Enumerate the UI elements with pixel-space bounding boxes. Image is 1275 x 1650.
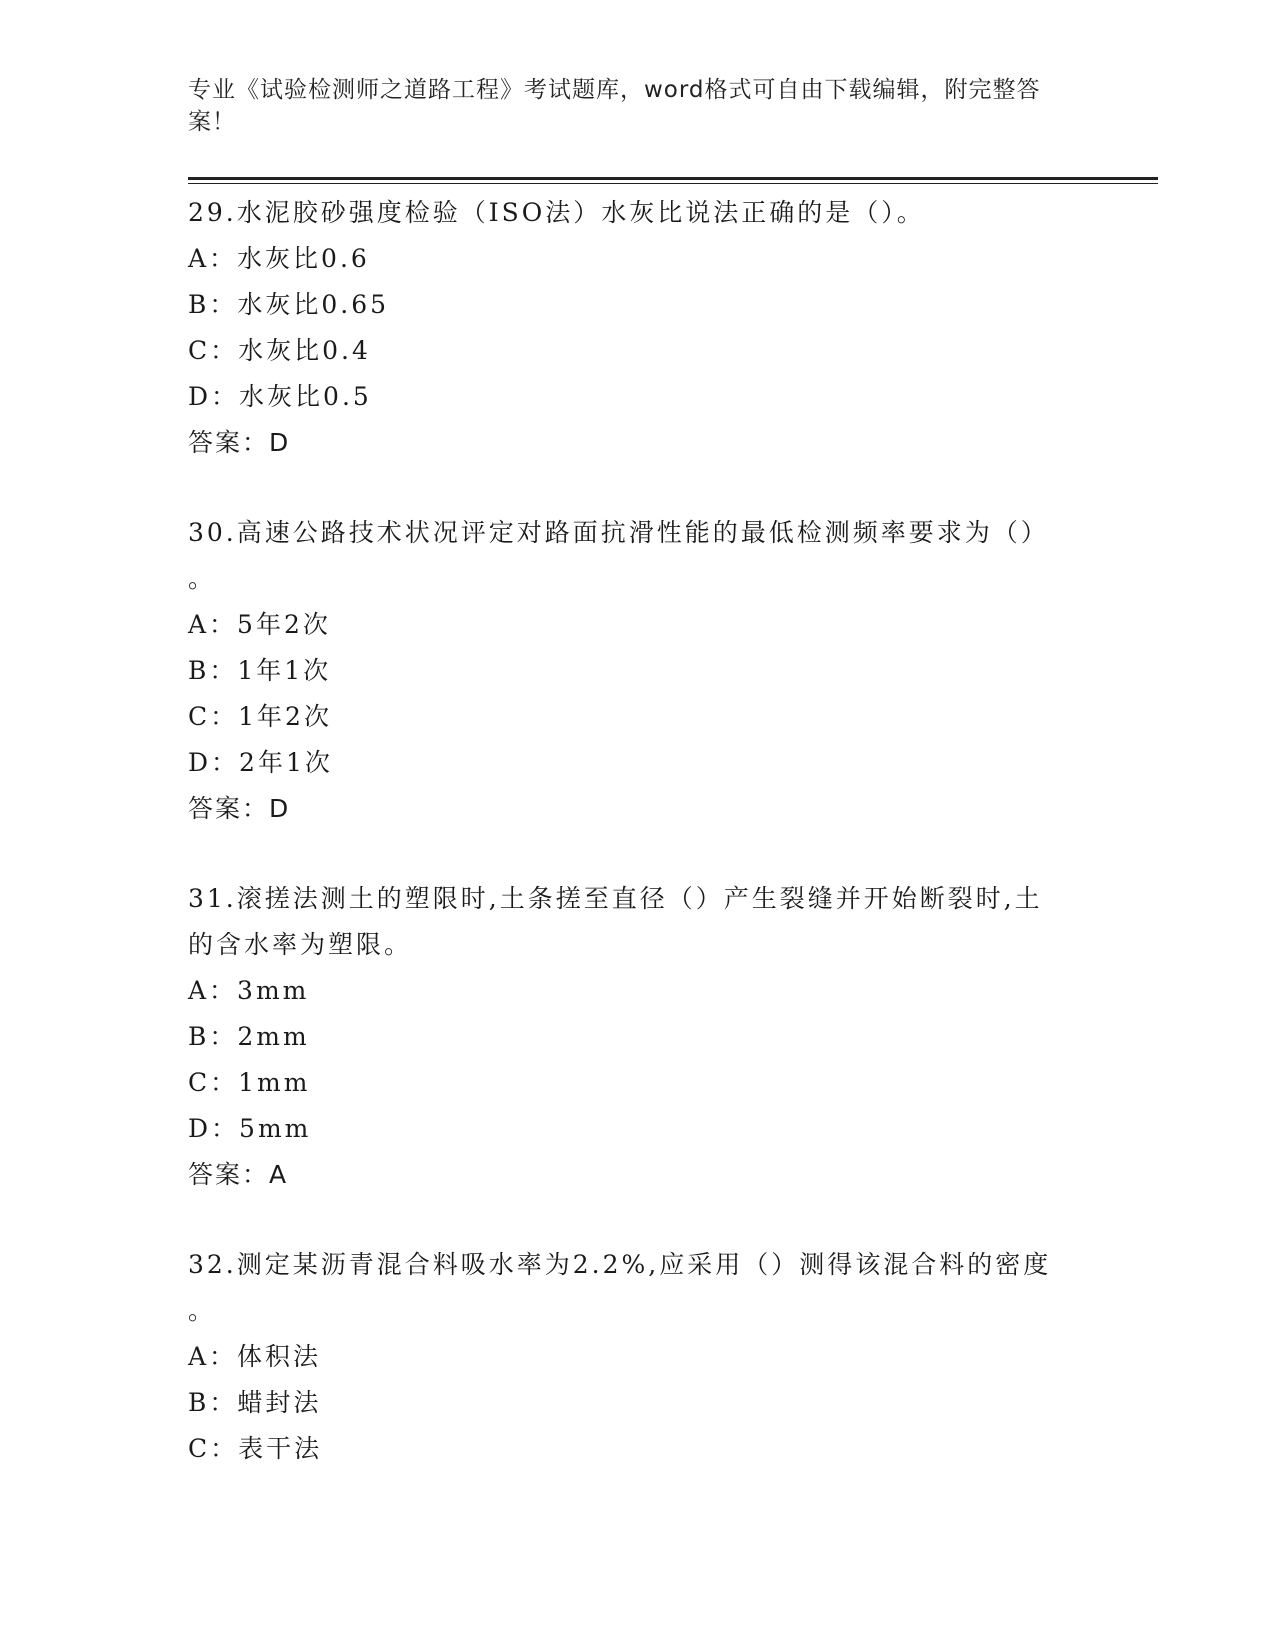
question-stem: 30.高速公路技术状况评定对路面抗滑性能的最低检测频率要求为（） <box>188 518 1049 547</box>
question-stem: 29.水泥胶砂强度检验（ISO法）水灰比说法正确的是（）。 <box>188 198 925 227</box>
header-divider-thin <box>188 183 1158 184</box>
question-stem: 32.测定某沥青混合料吸水率为2.2%,应采用（）测得该混合料的密度 <box>188 1250 1052 1279</box>
option-b: B：蜡封法 <box>188 1388 322 1417</box>
question-list <box>188 190 1088 1516</box>
header-line-1: 专业《试验检测师之道路工程》考试题库，word格式可自由下载编辑，附完整答 <box>188 77 1041 103</box>
option-c: C：表干法 <box>188 1434 323 1463</box>
answer-line: 答案：D <box>188 428 291 457</box>
option-a: A：3mm <box>188 976 310 1005</box>
option-b: B：水灰比0.65 <box>188 290 390 319</box>
option-a: A：水灰比0.6 <box>188 244 370 273</box>
option-c: C：1年2次 <box>188 702 332 731</box>
option-c: C：水灰比0.4 <box>188 336 371 365</box>
question-stem-continued: 。 <box>188 1296 217 1325</box>
header-line-2: 案！ <box>188 109 236 135</box>
document-header <box>188 74 1068 138</box>
question-31 <box>188 876 1088 1198</box>
question-30 <box>188 510 1088 832</box>
question-stem: 31.滚搓法测土的塑限时,土条搓至直径（）产生裂缝并开始断裂时,土 <box>188 884 1043 913</box>
option-b: B：1年1次 <box>188 656 332 685</box>
option-a: A：体积法 <box>188 1342 322 1371</box>
question-32 <box>188 1242 1088 1472</box>
option-d: D：2年1次 <box>188 748 333 777</box>
option-d: D：5mm <box>188 1114 312 1143</box>
option-d: D：水灰比0.5 <box>188 382 372 411</box>
option-a: A：5年2次 <box>188 610 331 639</box>
question-stem-continued: 的含水率为塑限。 <box>188 930 413 959</box>
question-29 <box>188 190 1088 466</box>
option-c: C：1mm <box>188 1068 311 1097</box>
option-b: B：2mm <box>188 1022 310 1051</box>
answer-line: 答案：D <box>188 794 291 823</box>
answer-line: 答案：A <box>188 1160 289 1189</box>
question-stem-continued: 。 <box>188 564 217 593</box>
header-divider-thick <box>188 177 1158 180</box>
